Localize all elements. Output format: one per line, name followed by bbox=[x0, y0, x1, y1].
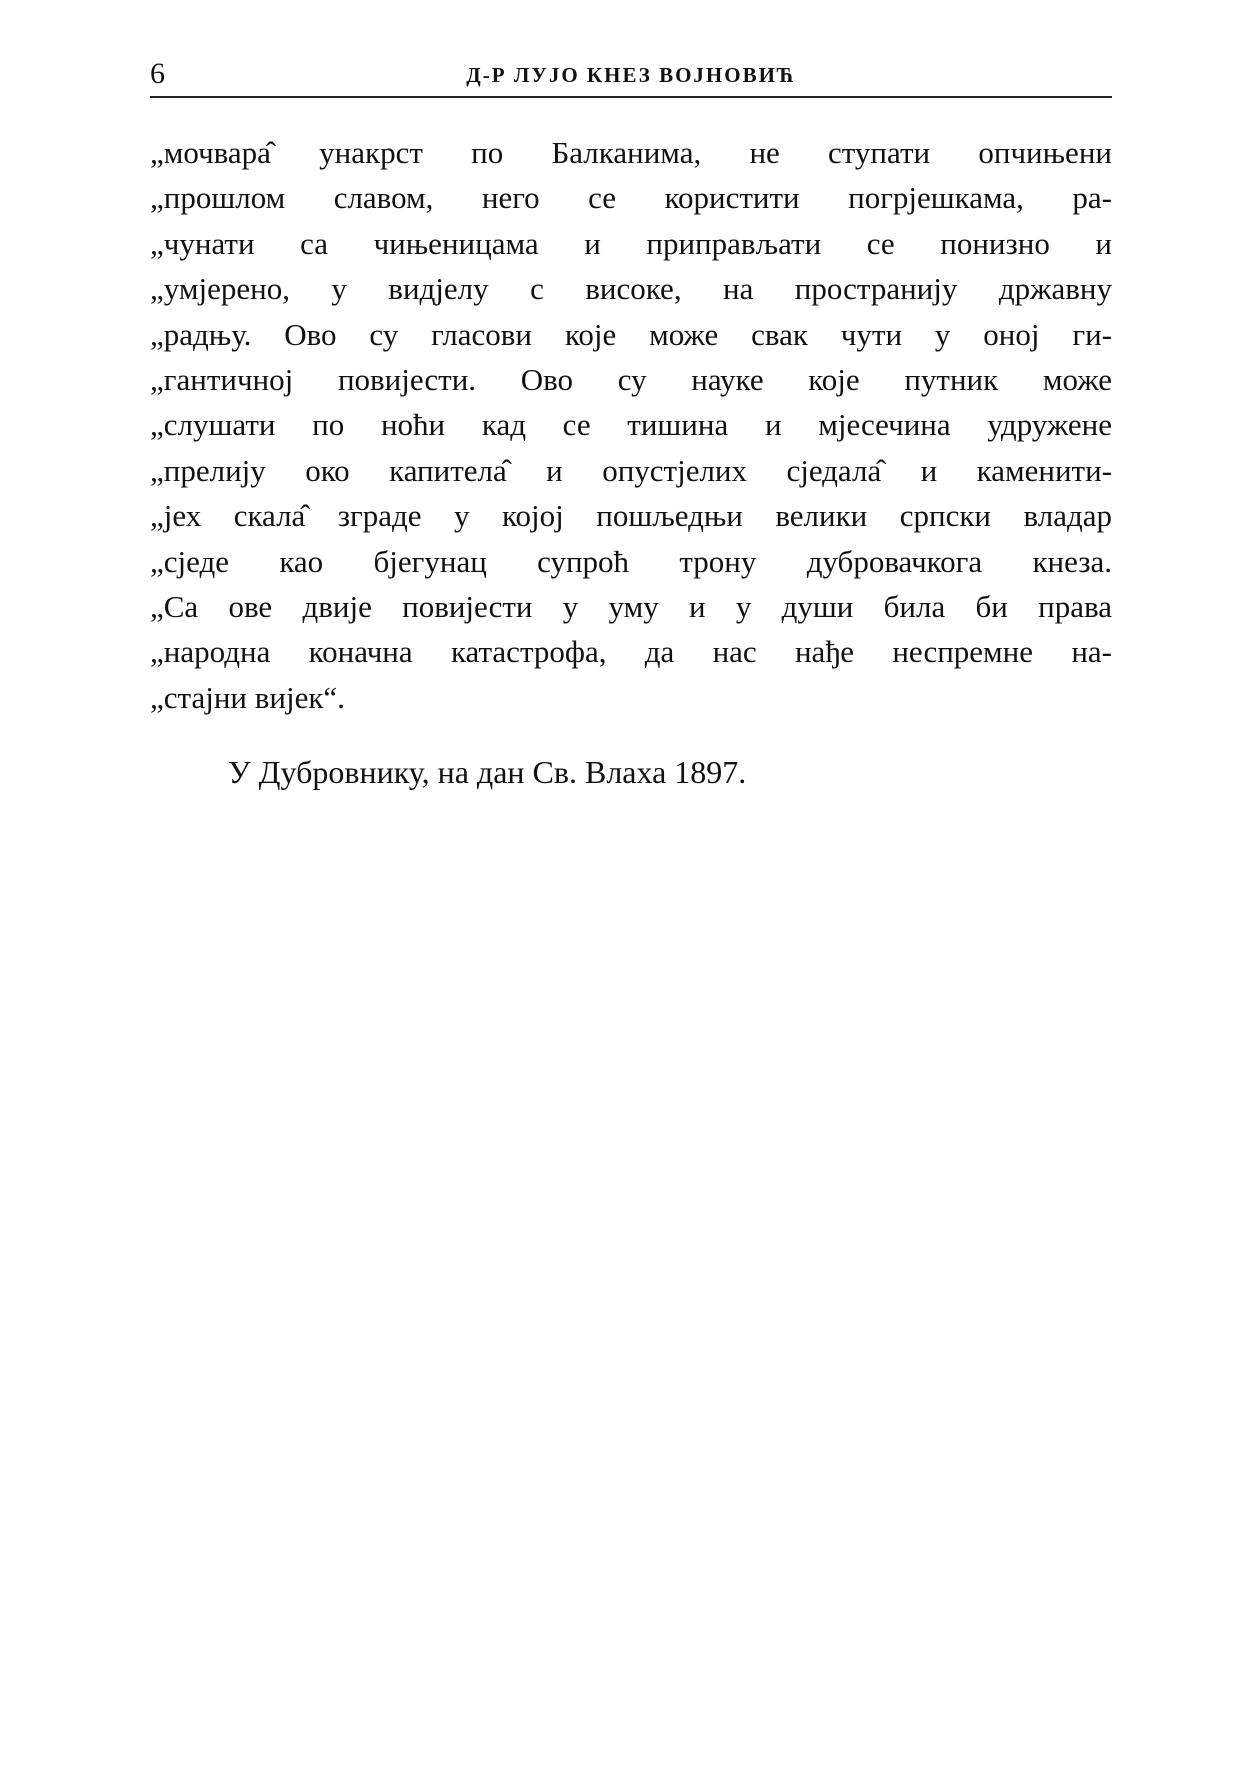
text-line: „гантичној повијести. Ово су науке које путник може bbox=[150, 361, 1112, 397]
page-number: 6 bbox=[150, 57, 165, 90]
text-line: „Са ове двије повијести у уму и у души била би права bbox=[150, 588, 1112, 624]
header-rule bbox=[150, 96, 1112, 98]
text-line: „прошлом славом, него се користити погрјешкама, ра- bbox=[150, 180, 1112, 216]
text-line: „мочвара̂ унакрст по Балканима, не ступати опчињени bbox=[150, 135, 1112, 170]
text-line: „народна коначна катастрофа, да нас нађе неспремне на- bbox=[150, 634, 1112, 670]
page-header bbox=[150, 56, 1112, 96]
text-line: „јех скала̂ зграде у којој пошљедњи велики српски владар bbox=[150, 498, 1112, 534]
dateline: У Дубровнику, на дан Св. Влаха 1897. bbox=[228, 754, 747, 790]
text-line: „умјерено, у видјелу с високе, на пространију државну bbox=[150, 271, 1112, 307]
text-line: „сједе као бјегунац супроћ трону дубровачкога кнеза. bbox=[150, 543, 1112, 579]
text-line: „чунати са чињеницама и приправљати се понизно и bbox=[150, 225, 1112, 261]
text-line: „слушати по ноћи кад се тишина и мјесечина удружене bbox=[150, 407, 1112, 443]
text-line: „прелију око капитела̂ и опустјелих сједала̂ и каменити- bbox=[150, 452, 1112, 488]
body-paragraph bbox=[150, 130, 1112, 720]
running-head: Д-Р ЛУЈО КНЕЗ ВОЈНОВИЋ bbox=[466, 63, 796, 87]
text-line: „радњу. Ово су гласови које може свак чути у оној ги- bbox=[150, 316, 1112, 352]
text-line: „стајни вијек“. bbox=[150, 679, 345, 715]
